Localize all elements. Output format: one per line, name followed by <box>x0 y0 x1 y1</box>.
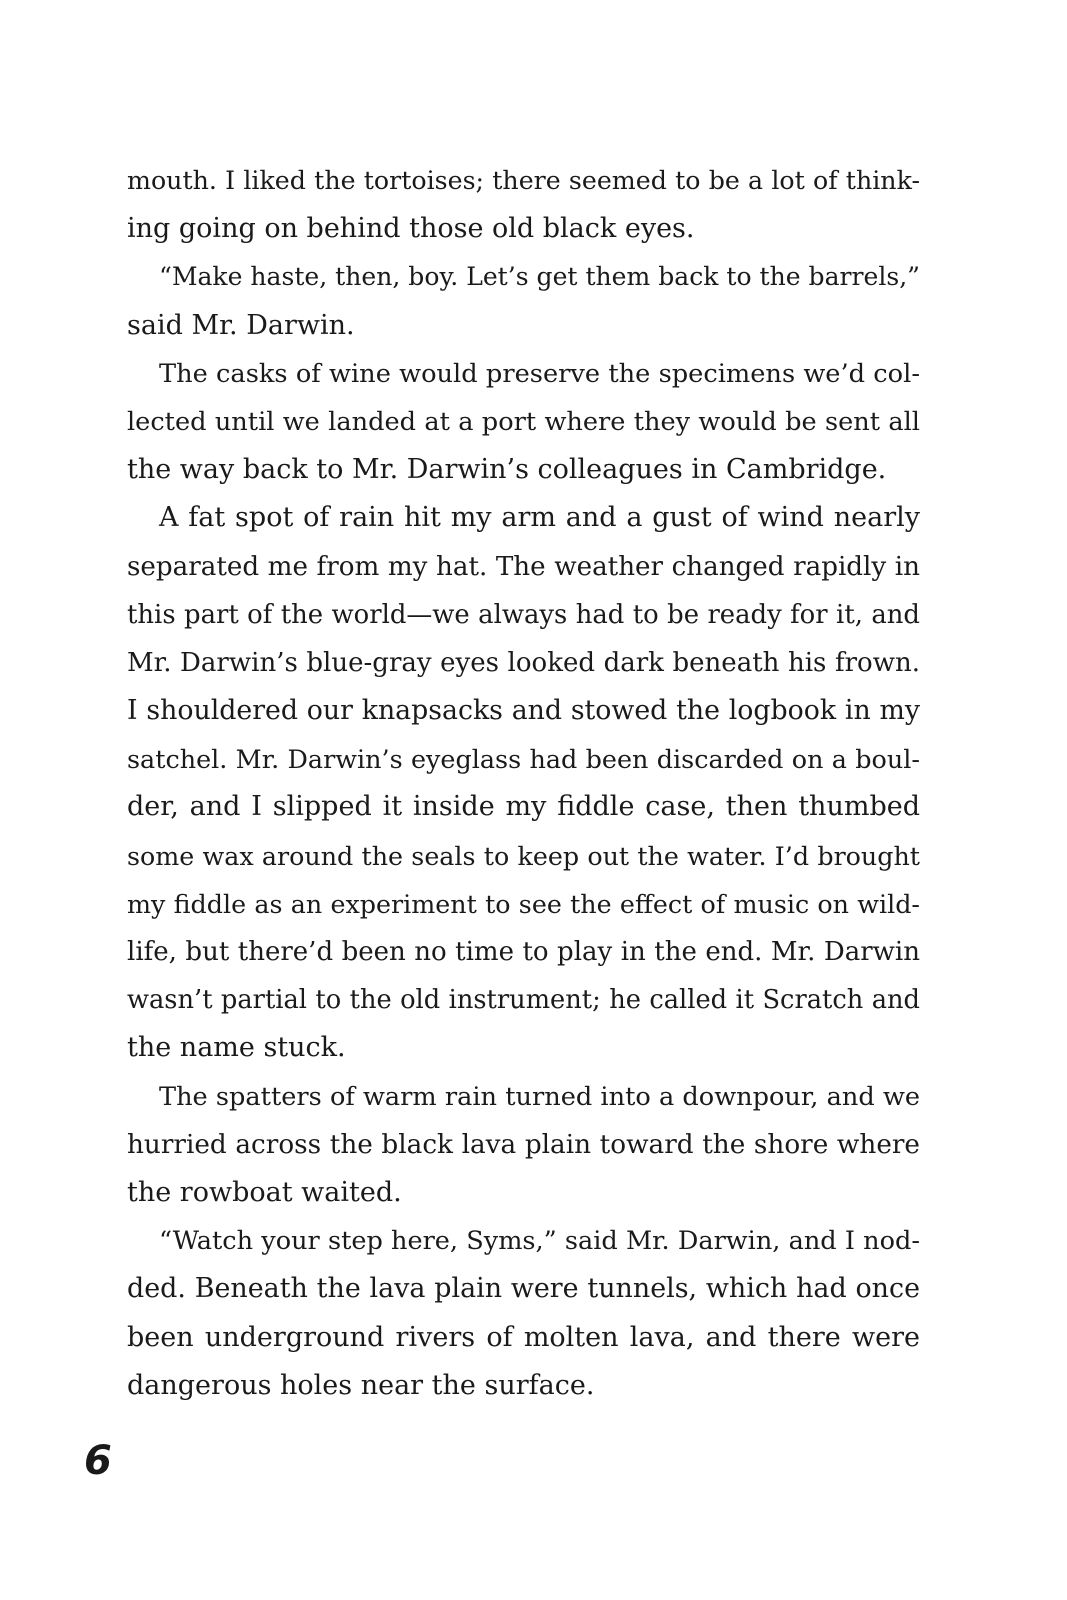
text-line: der, and I slipped it inside my fiddle case, then thumbed <box>127 791 920 823</box>
text-line: satchel. Mr. Darwin’s eyeglass had been discarded on a boul- <box>127 744 920 775</box>
text-line: the way back to Mr. Darwin’s colleagues in Cambridge. <box>127 454 887 486</box>
text-line: the name stuck. <box>127 1032 346 1064</box>
text-line: my fiddle as an experiment to see the effect of music on wild- <box>127 888 920 919</box>
text-line: said Mr. Darwin. <box>127 309 355 341</box>
text-line: this part of the world—we always had to be ready for it, and <box>127 599 920 630</box>
text-line: life, but there’d been no time to play in the end. Mr. Darwin <box>127 937 920 967</box>
text-line: The casks of wine would preserve the specimens we’d col- <box>159 358 920 389</box>
body-text <box>127 157 920 1410</box>
text-line: some wax around the seals to keep out the water. I’d brought <box>127 840 920 871</box>
text-line: wasn’t partial to the old instrument; he called it Scratch and <box>127 985 920 1016</box>
text-line: ing going on behind those old black eyes. <box>127 213 695 245</box>
page-number: 6 <box>84 1438 112 1484</box>
text-line: I shouldered our knapsacks and stowed the logbook in my <box>127 695 920 727</box>
text-line: The spatters of warm rain turned into a downpour, and we <box>159 1081 920 1112</box>
text-line: “Make haste, then, boy. Let’s get them back to the barrels,” <box>159 262 920 292</box>
text-line: ded. Beneath the lava plain were tunnels, which had once <box>127 1273 920 1305</box>
text-line: lected until we landed at a port where they would be sent all <box>127 406 920 437</box>
text-line: separated me from my hat. The weather changed rapidly in <box>127 551 920 582</box>
text-line: dangerous holes near the surface. <box>127 1369 595 1401</box>
text-line: “Watch your step here, Syms,” said Mr. Darwin, and I nod- <box>159 1226 920 1257</box>
text-line: A fat spot of rain hit my arm and a gust of wind nearly <box>159 502 920 534</box>
text-line: been underground rivers of molten lava, and there were <box>127 1321 920 1353</box>
text-line: the rowboat waited. <box>127 1176 402 1208</box>
text-line: mouth. I liked the tortoises; there seemed to be a lot of think- <box>127 166 920 195</box>
text-line: hurried across the black lava plain toward the shore where <box>127 1129 920 1160</box>
text-line: Mr. Darwin’s blue-gray eyes looked dark beneath his frown. <box>127 647 920 678</box>
